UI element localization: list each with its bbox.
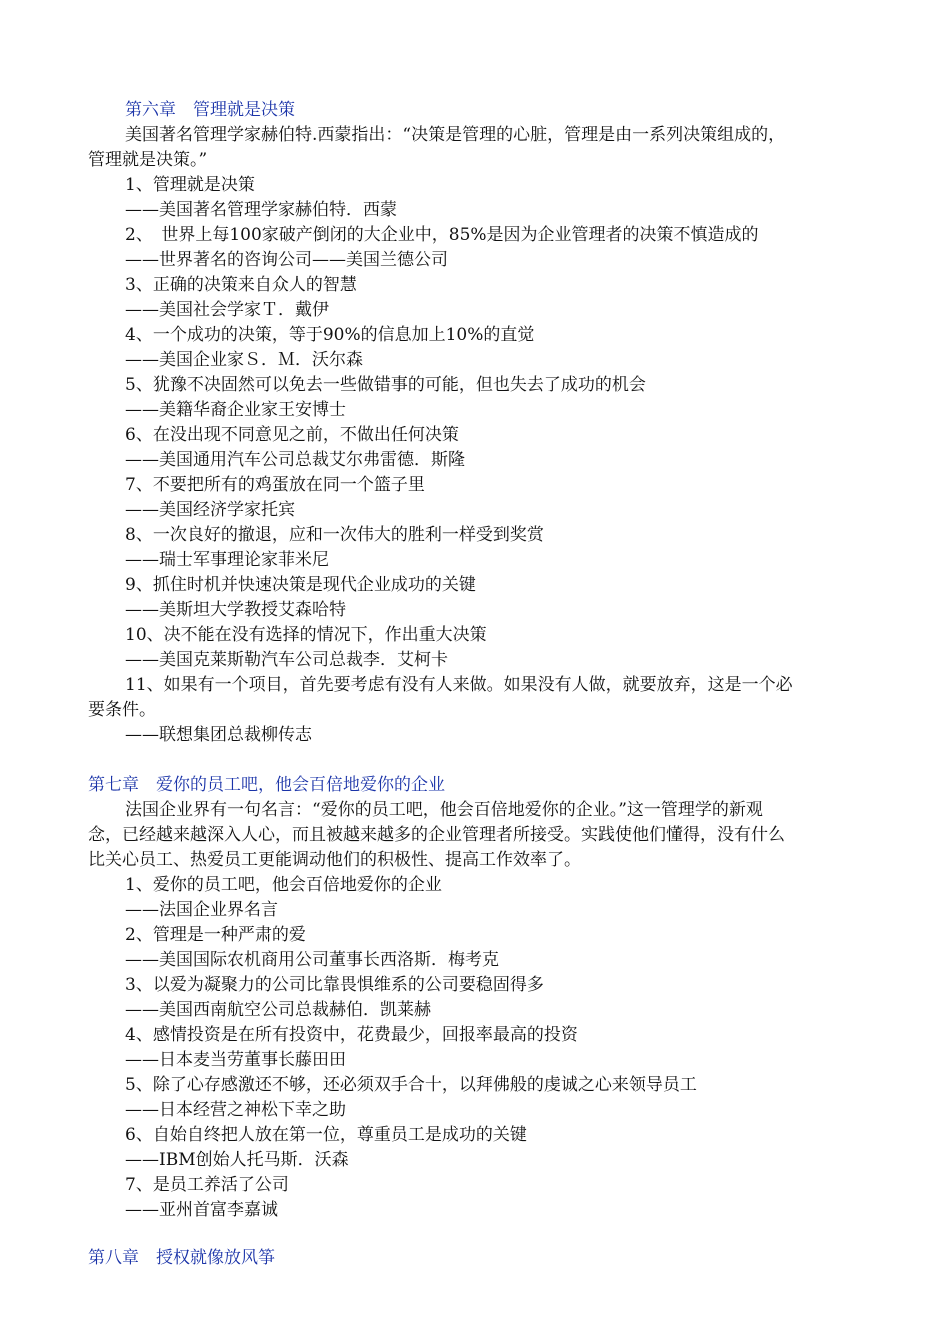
chapter-6-intro-line-1: 美国著名管理学家赫伯特.西蒙指出：“决策是管理的心脏，管理是由一系列决策组成的，	[125, 125, 786, 145]
quote-source: ——瑞士军事理论家菲米尼	[125, 550, 329, 570]
quote-item: 9、抓住时机并快速决策是现代企业成功的关键	[125, 575, 476, 595]
quote-item: 2、管理是一种严肃的爱	[125, 925, 306, 945]
quote-source: ——日本经营之神松下幸之助	[125, 1100, 346, 1120]
quote-source: ——法国企业界名言	[125, 900, 278, 920]
quote-item: 4、一个成功的决策，等于90%的信息加上10%的直觉	[125, 325, 535, 345]
chapter-7-intro-line-1: 法国企业界有一句名言：“爱你的员工吧，他会百倍地爱你的企业。”这一管理学的新观	[125, 800, 763, 820]
quote-source: ——美国通用汽车公司总裁艾尔弗雷德．斯隆	[125, 450, 465, 470]
quote-source: ——日本麦当劳董事长藤田田	[125, 1050, 346, 1070]
quote-source: ——美斯坦大学教授艾森哈特	[125, 600, 346, 620]
quote-source: ——美国经济学家托宾	[125, 500, 295, 520]
quote-source: ——美国著名管理学家赫伯特．西蒙	[125, 200, 397, 220]
quote-item: 5、除了心存感激还不够，还必须双手合十，以拜佛般的虔诚之心来领导员工	[125, 1075, 697, 1095]
quote-source: ——美国国际农机商用公司董事长西洛斯．梅考克	[125, 950, 499, 970]
quote-item: 4、感情投资是在所有投资中，花费最少，回报率最高的投资	[125, 1025, 578, 1045]
chapter-7-title: 第七章 爱你的员工吧，他会百倍地爱你的企业	[88, 775, 445, 795]
quote-item: 6、自始自终把人放在第一位，尊重员工是成功的关键	[125, 1125, 527, 1145]
quote-item: 2、 世界上每100家破产倒闭的大企业中，85%是因为企业管理者的决策不慎造成的	[125, 225, 759, 245]
chapter-7-intro-line-3: 比关心员工、热爱员工更能调动他们的积极性、提高工作效率了。	[88, 850, 581, 870]
quote-item-11-line-2: 要条件。	[88, 700, 156, 720]
quote-source: ——美国社会学家Ｔ．戴伊	[125, 300, 329, 320]
quote-item: 3、以爱为凝聚力的公司比靠畏惧维系的公司要稳固得多	[125, 975, 544, 995]
chapter-7-intro-line-2: 念，已经越来越深入人心，而且被越来越多的企业管理者所接受。实践使他们懂得，没有什么	[88, 825, 785, 845]
quote-source: ——美国克莱斯勒汽车公司总裁李．艾柯卡	[125, 650, 448, 670]
quote-item: 7、不要把所有的鸡蛋放在同一个篮子里	[125, 475, 425, 495]
quote-item: 7、是员工养活了公司	[125, 1175, 289, 1195]
quote-item: 6、在没出现不同意见之前，不做出任何决策	[125, 425, 459, 445]
chapter-8-title: 第八章 授权就像放风筝	[88, 1248, 275, 1268]
quote-item: 8、一次良好的撤退，应和一次伟大的胜利一样受到奖赏	[125, 525, 544, 545]
quote-item: 10、决不能在没有选择的情况下，作出重大决策	[125, 625, 487, 645]
quote-source: ——美籍华裔企业家王安博士	[125, 400, 346, 420]
quote-source: ——联想集团总裁柳传志	[125, 725, 312, 745]
quote-source: ——美国企业家Ｓ．Ｍ．沃尔森	[125, 350, 363, 370]
quote-source: ——美国西南航空公司总裁赫伯．凯莱赫	[125, 1000, 431, 1020]
quote-source: ——世界著名的咨询公司——美国兰德公司	[125, 250, 448, 270]
quote-item: 5、犹豫不决固然可以免去一些做错事的可能，但也失去了成功的机会	[125, 375, 646, 395]
quote-source: ——IBM创始人托马斯．沃森	[125, 1150, 349, 1170]
quote-source: ——亚州首富李嘉诚	[125, 1200, 278, 1220]
quote-item: 3、正确的决策来自众人的智慧	[125, 275, 357, 295]
quote-item: 1、管理就是决策	[125, 175, 255, 195]
chapter-6-title: 第六章 管理就是决策	[125, 100, 295, 120]
quote-item: 1、爱你的员工吧，他会百倍地爱你的企业	[125, 875, 442, 895]
quote-item-11-line-1: 11、如果有一个项目，首先要考虑有没有人来做。如果没有人做，就要放弃，这是一个必	[125, 675, 793, 695]
chapter-6-intro-line-2: 管理就是决策。”	[88, 150, 208, 170]
